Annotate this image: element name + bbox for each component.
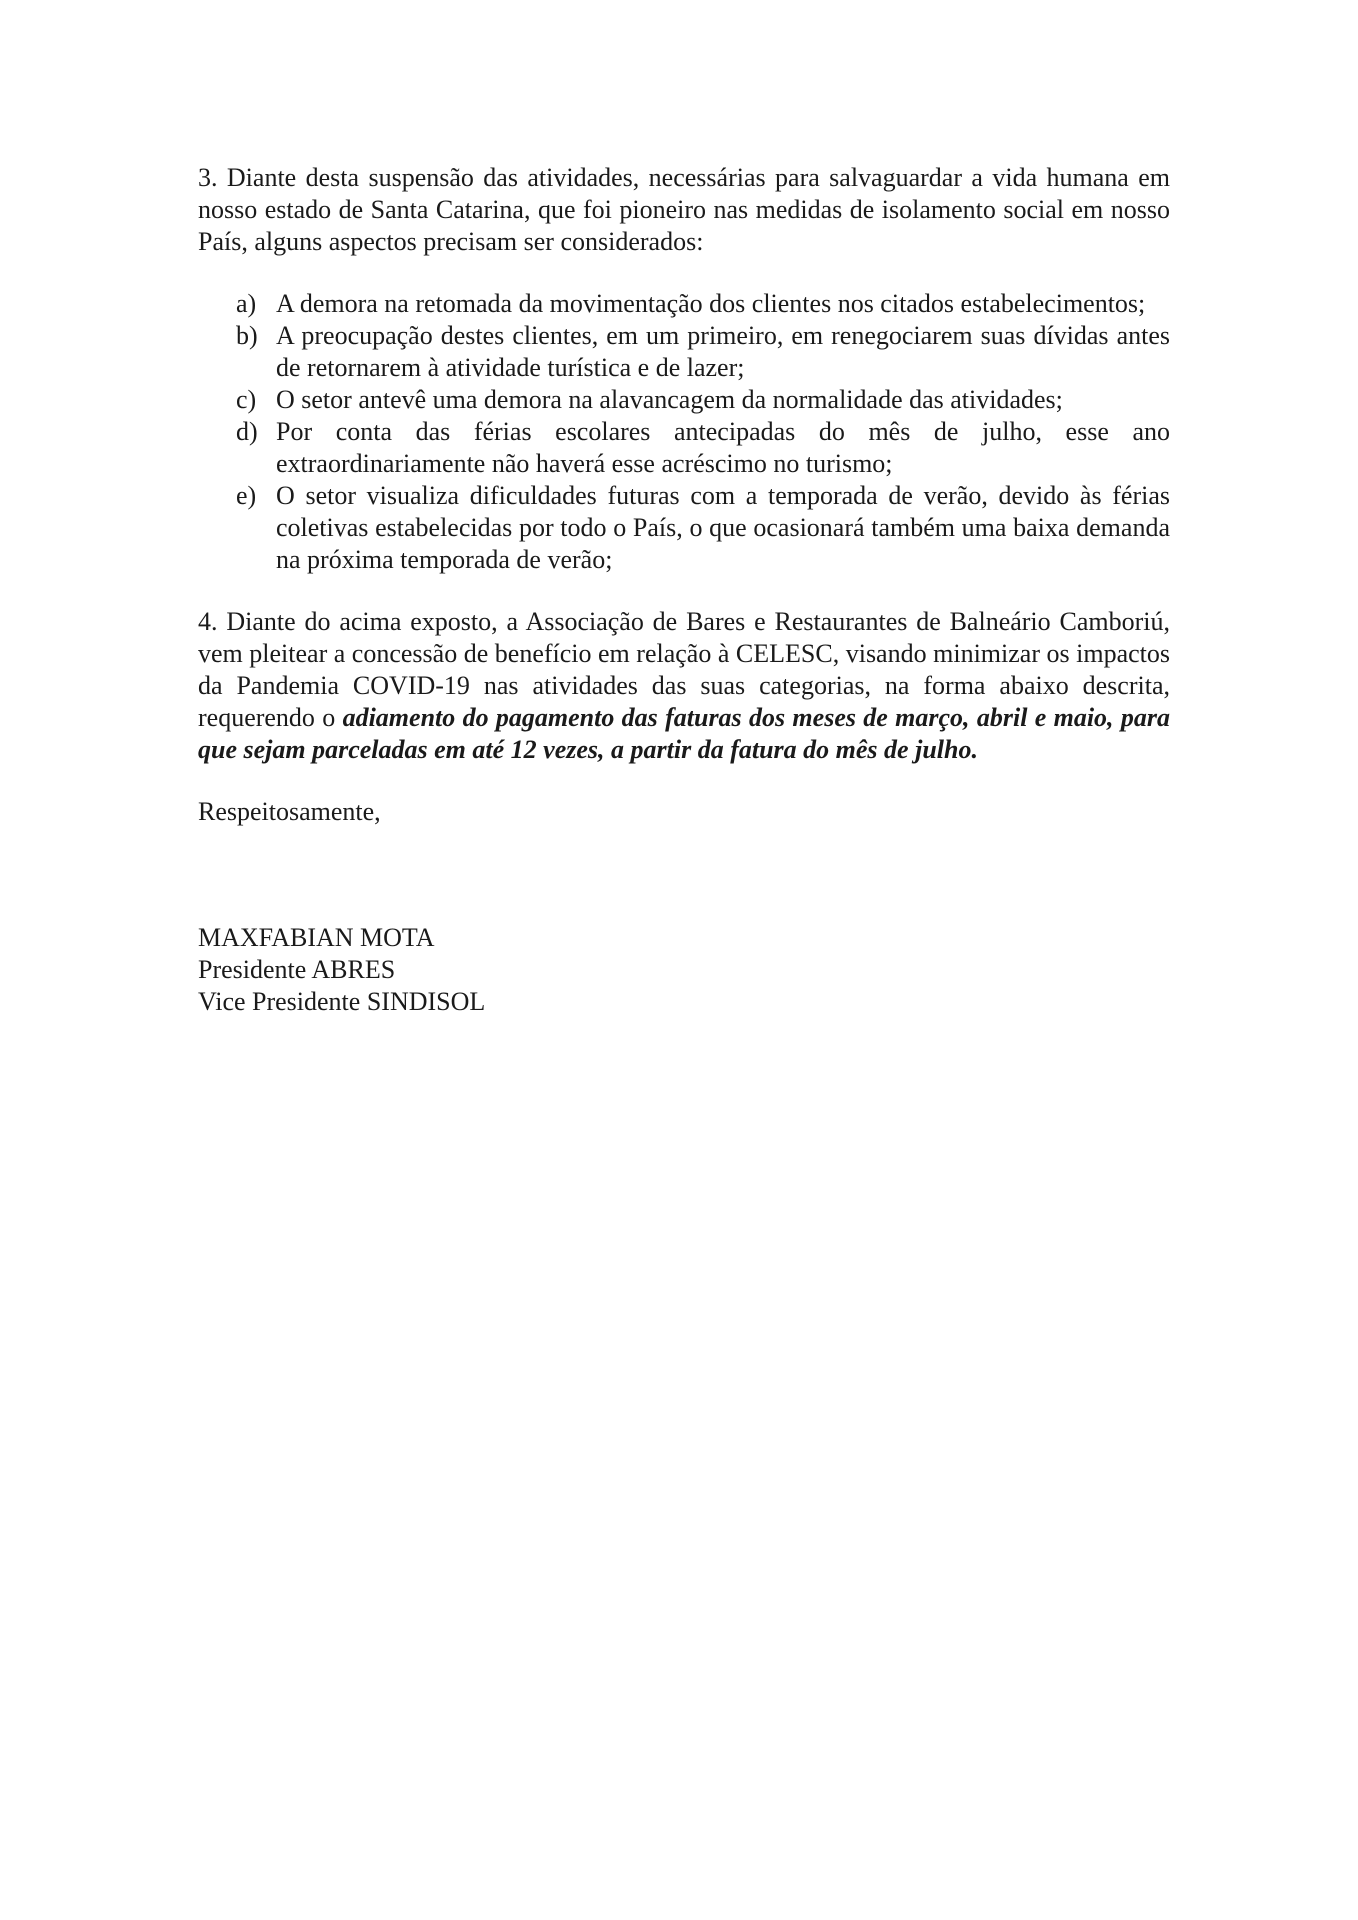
- signer-title-2: Vice Presidente SINDISOL: [198, 987, 486, 1016]
- paragraph-4: [198, 606, 1170, 766]
- list-item: [198, 384, 1170, 416]
- list-item-text: O setor visualiza dificuldades futuras com a temporada de verão, devido às férias coletivas estabelecidas por todo o País, o que ocasionará também uma baixa demanda na próxima temporada de verão;: [276, 481, 1170, 574]
- list-marker: c): [236, 385, 257, 414]
- list-marker: b): [236, 321, 258, 350]
- list-marker: d): [236, 417, 258, 446]
- signer-title-1: Presidente ABRES: [198, 955, 396, 984]
- paragraph-4-text: 4. Diante do acima exposto, a Associação de Bares e Restaurantes de Balneário Camboriú, vem pleitear a concessão de benefício em relação à CELESC, visando minimizar os impactos da Pandemia COVID-19 nas atividades das suas categorias, na forma abaixo descrita, requerendo o: [198, 607, 1170, 732]
- paragraph-4-emphasis: adiamento do pagamento das faturas dos meses de março, abril e maio, para que sejam parceladas em até 12 vezes, a partir da fatura do mês de julho.: [198, 703, 1170, 764]
- considerations-list: [198, 288, 1170, 576]
- list-item-text: A preocupação destes clientes, em um primeiro, em renegociarem suas dívidas antes de retornarem à atividade turística e de lazer;: [276, 321, 1170, 382]
- list-item-text: A demora na retomada da movimentação dos clientes nos citados estabelecimentos;: [276, 289, 1146, 318]
- list-item: [198, 416, 1170, 480]
- list-marker: a): [236, 289, 257, 318]
- document-page: [198, 162, 1170, 1018]
- list-item: [198, 480, 1170, 576]
- list-item-text: Por conta das férias escolares antecipadas do mês de julho, esse ano extraordinariamente não haverá esse acréscimo no turismo;: [276, 417, 1170, 478]
- closing: Respeitosamente,: [198, 797, 381, 826]
- signature-block: [198, 922, 1170, 1018]
- signer-name: MAXFABIAN MOTA: [198, 923, 435, 952]
- list-item: [198, 320, 1170, 384]
- list-item: [198, 288, 1170, 320]
- list-item-text: O setor antevê uma demora na alavancagem da normalidade das atividades;: [276, 385, 1063, 414]
- list-marker: e): [236, 481, 257, 510]
- paragraph-3: 3. Diante desta suspensão das atividades, necessárias para salvaguardar a vida humana em nosso estado de Santa Catarina, que foi pioneiro nas medidas de isolamento social em nosso País, alguns aspectos precisam ser considerados:: [198, 163, 1170, 256]
